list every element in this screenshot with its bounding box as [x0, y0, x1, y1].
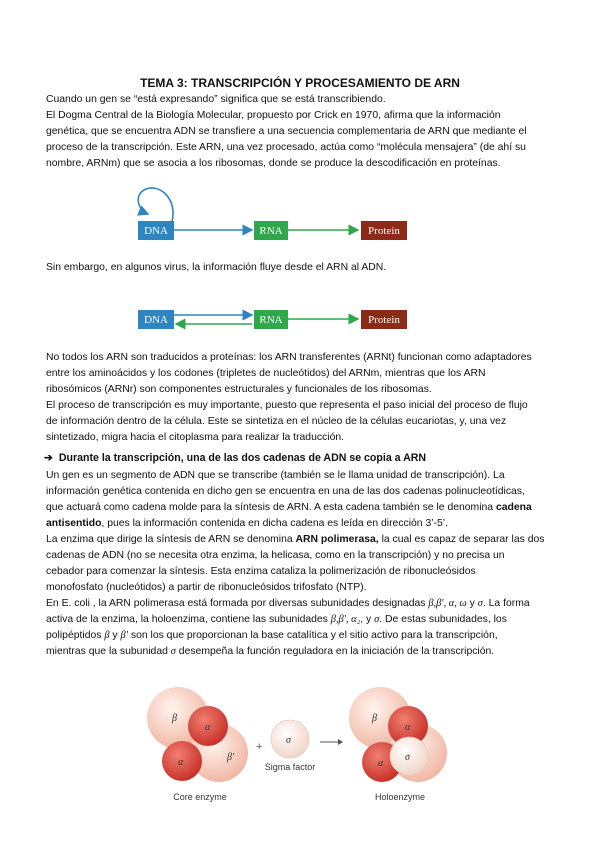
rna-polymerase-illustration [0, 676, 600, 806]
text-line: sintetizado, migra hacia el citoplasma para realizar la traducción. [46, 432, 345, 443]
text-line [46, 644, 558, 660]
page-title: TEMA 3: TRANSCRIPCIÓN Y PROCESAMIENTO DE ARN [140, 76, 460, 90]
alpha-label: α [178, 757, 184, 768]
text-span: desempeña la función reguladora en la iniciación de la transcripción. [175, 646, 495, 657]
replication-loop-arrow [138, 188, 173, 222]
text-line: entre los aminoácidos y los codones (tripletes de nucleótidos) del ARNm, mientras que los ARN [46, 368, 486, 379]
alpha-label: α [378, 758, 384, 769]
text-span: que actuará como cadena molde para la síntesis de ARN. A esta cadena también se le denomina [46, 502, 494, 513]
holoenzyme-label: Holoenzyme [374, 792, 426, 802]
text-line [46, 500, 558, 516]
greek-symbols: β′ [120, 630, 128, 641]
text-line: monofosfato (nucleótidos) a partir de ribonucleósidos trifosfato (NTP). [46, 582, 367, 593]
greek-symbols: σ [170, 646, 176, 657]
rna-box: RNA [254, 221, 288, 240]
text-line: Un gen es un segmento de ADN que se transcribe (también se le llama unidad de transcripción). La [46, 470, 505, 481]
central-dogma-arrows [0, 180, 600, 250]
text-span: y [466, 598, 478, 609]
text-span: activa de la enzima, la holoenzima, contiene las subunidades [46, 614, 331, 625]
section-heading-text: Durante la transcripción, una de las dos cadenas de ADN se copia a ARN [58, 452, 427, 464]
protein-box: Protein [361, 310, 407, 329]
text-span: , y [360, 614, 375, 625]
sigma-factor [271, 720, 309, 758]
text-line [46, 532, 558, 548]
core-enzyme [147, 687, 248, 782]
reverse-transcription-arrows [0, 300, 600, 340]
section-heading [44, 452, 426, 464]
text-span: . La forma [482, 598, 530, 609]
paragraph-virus: Sin embargo, en algunos virus, la información fluye desde el ARN al ADN. [46, 262, 387, 273]
text-span: La enzima que dirige la síntesis de ARN se denomina [46, 534, 296, 545]
greek-symbols: σ [374, 614, 380, 625]
greek-symbols: β [104, 630, 110, 641]
alpha-label: α [205, 722, 211, 733]
text-line [46, 516, 558, 532]
greek-symbols: β,β′, α, ω [428, 598, 467, 609]
text-line: No todos los ARN son traducidos a proteínas: los ARN transferentes (ARNt) funcionan como adaptadores [46, 352, 532, 363]
text-span: la cual es capaz de separar las dos [378, 534, 545, 545]
text-line: información genética contenida en dicho gen se encuentra en una de las dos cadenas polinucleotídicas, [46, 486, 525, 497]
rna-box: RNA [254, 310, 288, 329]
beta-label: β [172, 713, 177, 724]
core-enzyme-label: Core enzyme [173, 792, 227, 802]
text-line: genética, que se encuentra ADN se transfiere a una secuencia complementaria de ARN que mediante el [46, 126, 527, 137]
text-span: mientras que la subunidad [46, 646, 171, 657]
text-span: En E. coli , la ARN polimerasa está formada por diversas subunidades designadas [46, 598, 429, 609]
text-line [46, 596, 558, 612]
text-line: cadenas de ADN (no se necesita otra enzima, la helicasa, como en la transcripción) y no precisa un [46, 550, 505, 561]
bold-term: ARN polimerasa, [295, 534, 379, 545]
text-line: cebador para comenzar la síntesis. Esta enzima cataliza la polimerización de ribonucleósidos [46, 566, 476, 577]
text-span: , pues la información contenida en dicha cadena es leída en dirección 3’-5’. [101, 518, 448, 529]
text-span: son los que proporcionan la base catalítica y el sitio activo para la transcripción, [127, 630, 498, 641]
arrow-head [338, 739, 343, 745]
sigma-factor-label: Sigma factor [264, 762, 316, 772]
dna-box: DNA [138, 221, 174, 240]
sigma-label: σ [286, 735, 291, 746]
beta-prime-label: β′ [227, 752, 235, 763]
text-line [46, 628, 558, 644]
holoenzyme [349, 687, 447, 782]
text-line: de información dentro de la célula. Este se sintetiza en el núcleo de la células eucariotas, y, una vez [46, 416, 507, 427]
protein-box: Protein [361, 221, 407, 240]
text-span: . De estas subunidades, los [379, 614, 507, 625]
text-line: Cuando un gen se “está expresando” significa que se está transcribiendo. [46, 94, 386, 105]
text-span: y [109, 630, 121, 641]
alpha-label: α [405, 722, 411, 733]
bold-term: antisentido [46, 518, 102, 529]
plus-sign: + [256, 741, 263, 753]
text-line: proceso de la transcripción. Este ARN, una vez procesado, actúa como “molécula mensajera” (de ahí su [46, 142, 526, 153]
text-line [46, 612, 558, 628]
text-line: ribosómicos (ARNr) son componentes estructurales y funcionales de los ribosomas. [46, 384, 432, 395]
beta-label: β [372, 713, 377, 724]
greek-symbols: β,β′, α₂ [330, 614, 361, 625]
text-line: El Dogma Central de la Biología Molecular, propuesto por Crick en 1970, afirma que la información [46, 110, 501, 121]
text-span: polipéptidos [46, 630, 105, 641]
dna-box: DNA [138, 310, 174, 329]
sigma-label: σ [405, 752, 410, 763]
text-line: nombre, ARNm) que se asocia a los ribosomas, donde se produce la descodificación en proteínas. [46, 158, 501, 169]
greek-symbols: σ [477, 598, 483, 609]
bold-term: cadena [495, 502, 532, 513]
text-line: El proceso de transcripción es muy importante, puesto que representa el paso inicial del proceso de flujo [46, 400, 528, 411]
arrow-right-icon: ➔ [44, 452, 53, 464]
